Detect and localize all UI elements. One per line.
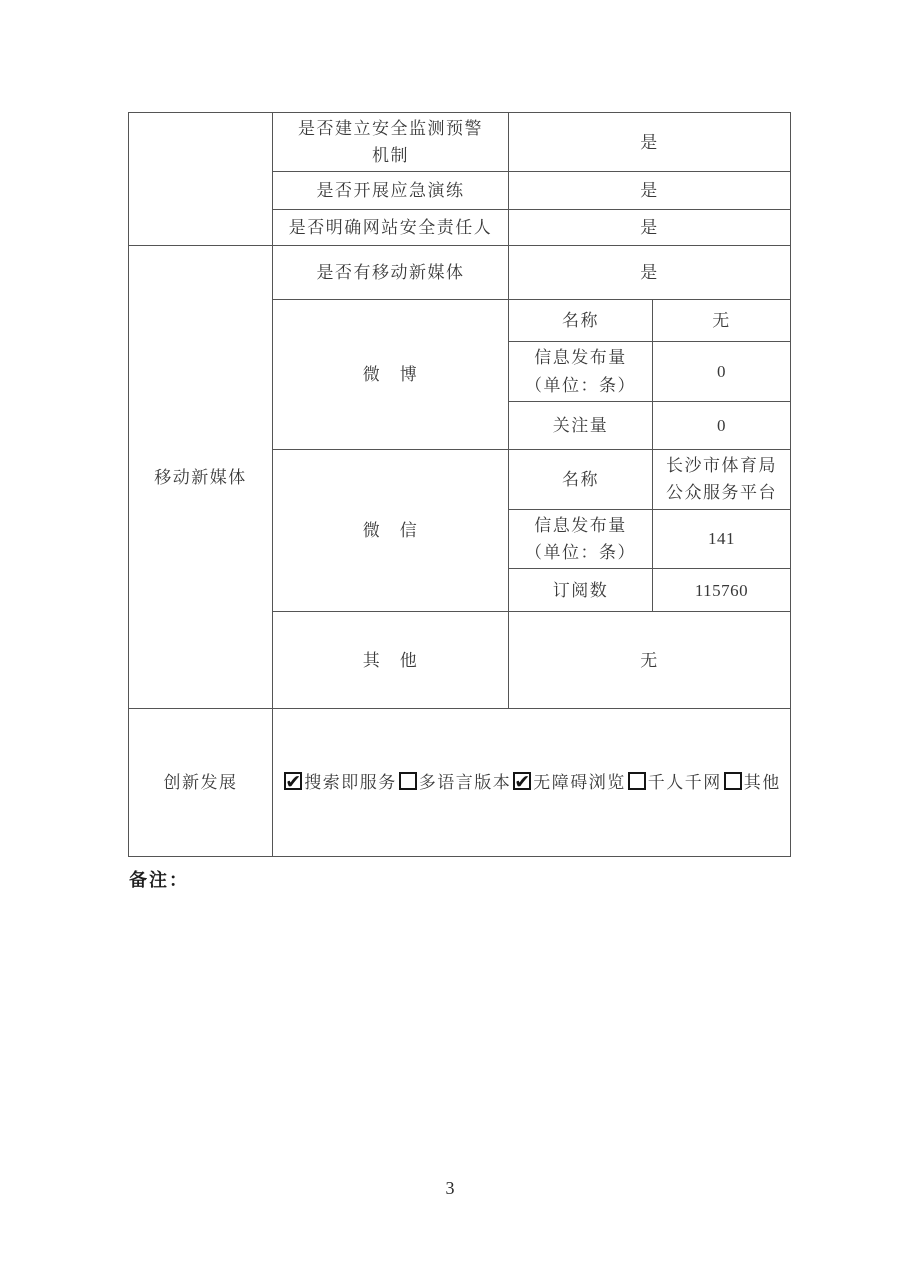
notes-label: 备注： — [129, 870, 189, 890]
sub-value-cell — [653, 401, 791, 449]
sub-value: 无 — [712, 311, 731, 331]
sub-label-line2: （单位：条） — [525, 375, 636, 395]
innovation-option — [626, 769, 722, 796]
table-row — [129, 246, 791, 300]
annual-report-table — [128, 112, 791, 857]
sub-label-cell — [509, 342, 653, 401]
sub-label: 订阅数 — [552, 580, 609, 600]
innovation-option — [282, 769, 397, 796]
sub-value-line2: 公众服务平台 — [666, 483, 777, 503]
sub-value: 0 — [717, 415, 726, 435]
innovation-option-label: 千人千网 — [647, 773, 722, 793]
row-label-cell — [273, 210, 509, 246]
innovation-options-line — [282, 773, 781, 792]
table-row — [129, 113, 791, 172]
row-value-cell: 是 — [509, 246, 791, 300]
checkbox-unchecked-icon — [399, 772, 417, 790]
row-label: 是否开展应急演练 — [316, 181, 465, 201]
checkbox-unchecked-icon — [724, 772, 742, 790]
sub-label-cell — [509, 300, 653, 342]
row-label: 是否明确网站安全责任人 — [288, 218, 493, 238]
checkbox-checked-icon — [513, 772, 531, 790]
innovation-option-label: 多语言版本 — [418, 773, 512, 793]
innovation-option-label: 无障碍浏览 — [533, 773, 626, 793]
sub-value: 141 — [708, 529, 735, 549]
category-cell-innovation: 创新发展 — [129, 709, 273, 857]
category-cell-empty — [129, 113, 273, 246]
sub-label-cell — [509, 449, 653, 509]
sub-label: 信息发布量 — [534, 348, 627, 368]
page-number: 3 — [445, 1178, 455, 1198]
row-value-cell: 是 — [509, 210, 791, 246]
sub-value-cell — [653, 300, 791, 342]
innovation-option — [511, 769, 626, 796]
sub-label-cell — [509, 401, 653, 449]
innovation-option-label: 其他 — [743, 773, 781, 793]
group-cell-weibo: 微 博 — [273, 300, 509, 449]
row-label-cell: 是否有移动新媒体 — [273, 246, 509, 300]
checkbox-checked-icon — [284, 772, 302, 790]
sub-value-cell — [653, 569, 791, 612]
row-label-cell: 其 他 — [273, 612, 509, 709]
sub-value-cell — [653, 342, 791, 401]
row-label: 是否建立安全监测预警 — [298, 119, 483, 138]
row-label-cell — [273, 172, 509, 210]
table-row — [129, 709, 791, 857]
innovation-option — [722, 769, 781, 796]
sub-label-cell — [509, 569, 653, 612]
row-label-line2: 机制 — [372, 146, 409, 166]
innovation-option-label: 搜索即服务 — [304, 773, 397, 793]
sub-value-cell — [653, 509, 791, 568]
sub-value: 0 — [717, 361, 726, 381]
sub-label-cell — [509, 509, 653, 568]
row-value-cell: 是 — [509, 113, 791, 172]
sub-label: 名称 — [562, 311, 599, 331]
sub-value: 长沙市体育局 — [666, 456, 777, 476]
sub-value: 115760 — [694, 580, 749, 600]
sub-label: 信息发布量 — [534, 515, 627, 535]
row-value-cell: 无 — [509, 612, 791, 709]
sub-label-line2: （单位：条） — [525, 542, 636, 562]
innovation-option — [397, 769, 512, 796]
group-cell-wechat: 微 信 — [273, 449, 509, 611]
sub-label: 关注量 — [552, 415, 609, 435]
category-cell-mobile-media: 移动新媒体 — [129, 246, 273, 709]
sub-value-cell — [653, 449, 791, 509]
row-value-cell: 是 — [509, 172, 791, 210]
checkbox-unchecked-icon — [628, 772, 646, 790]
row-label-cell — [273, 113, 509, 172]
sub-label: 名称 — [562, 469, 599, 489]
innovation-options-cell — [273, 709, 791, 857]
